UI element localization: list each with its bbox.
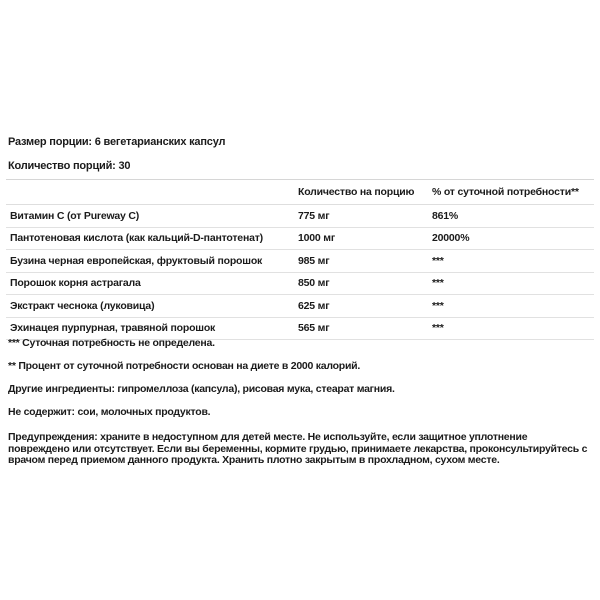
table-row [6,250,594,273]
table-row [6,228,594,251]
serving-size-line: Размер порции: 6 вегетарианских капсул [8,136,226,148]
warnings-paragraph: Предупреждения: храните в недоступном для детей месте. Не используйте, если защитное уплотнение повреждено или отсутствует. Если вы беременны, кормите грудью, принимаете лекарства, проконсультируйтесь с врачом перед приемом данного продукта. Хранить плотно закрытым в прохладном, сухом месте. [8,431,588,466]
amount-value: 1000 мг [298,232,336,245]
ingredient-name: Пантотеновая кислота (как кальций-D-пантотенат) [10,232,263,245]
contains-no-line: Не содержит: сои, молочных продуктов. [8,406,211,418]
daily-value: 20000% [432,232,470,245]
daily-value: 861% [432,209,459,222]
table-row [6,205,594,228]
amount-value: 985 мг [298,254,330,267]
amount-value: 775 мг [298,209,330,222]
table-row [6,273,594,296]
other-ingredients-line: Другие ингредиенты: гипромеллоза (капсула), рисовая мука, стеарат магния. [8,383,395,395]
header-amount-per-serving: Количество на порцию [298,186,415,198]
daily-value: *** [432,299,444,312]
footnote-percent-basis: ** Процент от суточной потребности основан на диете в 2000 калорий. [8,360,361,372]
ingredient-name: Экстракт чеснока (луковица) [10,299,155,312]
table-body [6,205,594,340]
daily-value: *** [432,277,444,290]
daily-value: *** [432,322,444,335]
amount-value: 565 мг [298,322,330,335]
ingredient-name: Эхинацея пурпурная, травяной порошок [10,322,216,335]
amount-value: 625 мг [298,299,330,312]
header-daily-value: % от суточной потребности** [432,186,579,198]
ingredient-name: Бузина черная европейская, фруктовый порошок [10,254,263,267]
footnote-daily-need: *** Суточная потребность не определена. [8,337,215,349]
ingredient-name: Порошок корня астрагала [10,277,141,290]
table-header-row [6,179,594,205]
daily-value: *** [432,254,444,267]
footnotes-section [8,338,590,479]
amount-value: 850 мг [298,277,330,290]
servings-per-container-line: Количество порций: 30 [8,160,131,172]
table-row [6,295,594,318]
supplement-facts-table [6,179,594,340]
ingredient-name: Витамин C (от Pureway C) [10,209,140,222]
